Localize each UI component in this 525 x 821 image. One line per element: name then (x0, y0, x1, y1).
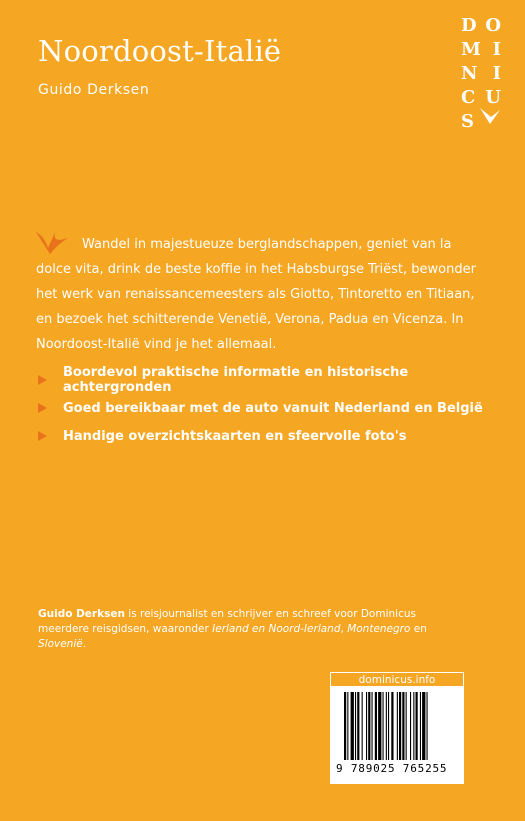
intro-text: Wandel in majestueuze berglandschappen, geniet van la dolce vita, drink de beste koffie in het Habsburgse Triëst, bewonder het werk van renaissancemeesters als Giotto, Tintoretto en Titiaan, en bezoek het schitterende Venetië, Verona, Padua en Vicenza. In Noordoost-Italië vind je het allemaal. (36, 237, 476, 352)
arrow-icon (38, 431, 47, 441)
barcode-bar (391, 692, 393, 760)
book-title: Noordoost-Italië (38, 34, 282, 68)
intro-paragraph (36, 232, 476, 357)
barcode-bar (388, 692, 389, 760)
logo-row: M I (461, 39, 501, 60)
barcode-bar (355, 692, 356, 760)
barcode-bar (362, 692, 363, 760)
list-item: Handige overzichtskaarten en sfeervolle foto's (38, 422, 488, 450)
barcode-bar (402, 692, 404, 760)
barcode-bar (399, 692, 401, 760)
barcode-bar (383, 692, 384, 760)
barcode-bar (413, 692, 414, 760)
arrow-icon (38, 403, 47, 413)
barcode-bar (420, 692, 421, 760)
barcode-bar (422, 692, 425, 760)
barcode-bar (351, 692, 354, 760)
barcode-bars (344, 692, 454, 760)
book-reference: Ierland en Noord-Ierland (212, 623, 341, 635)
author-name: Guido Derksen (38, 82, 150, 98)
barcode-bar (397, 692, 398, 760)
barcode-bar (372, 692, 373, 760)
logo-row: N I (461, 63, 501, 84)
logo-row: S (461, 111, 474, 132)
barcode-bar (344, 692, 346, 760)
feature-list (38, 366, 488, 450)
arrow-icon (38, 375, 47, 385)
book-reference: Slovenië (38, 638, 83, 650)
barcode-bar (410, 692, 411, 760)
barcode-bar (347, 692, 348, 760)
barcode-box (330, 672, 464, 784)
barcode-bar (368, 692, 370, 760)
barcode-bar (357, 692, 359, 760)
logo-row: D O (461, 15, 501, 36)
bio-author-name: Guido Derksen (38, 608, 125, 620)
barcode-bar (378, 692, 381, 760)
website-label: dominicus.info (330, 672, 464, 687)
list-item: Goed bereikbaar met de auto vanuit Nederland en België (38, 394, 488, 422)
barcode-bar (386, 692, 387, 760)
barcode-bar (375, 692, 377, 760)
barcode-bar (366, 692, 367, 760)
logo-row: C U (461, 87, 501, 108)
publisher-logo (461, 14, 511, 134)
book-reference: Montenegro (347, 623, 411, 635)
barcode-bar (416, 692, 418, 760)
barcode-bar (427, 692, 428, 760)
list-item: Boordevol praktische informatie en historische achtergronden (38, 366, 488, 394)
barcode-bar (406, 692, 407, 760)
bird-icon (34, 226, 70, 256)
author-bio: Guido Derksen is reisjournalist en schrijver en schreef voor Dominicus meerdere reisgidsen, waaronder Ierland en Noord-Ierland, Montenegro en Slovenië. (38, 608, 427, 650)
bird-logo-icon (479, 106, 501, 128)
isbn-number: 9 789025 765255 (336, 762, 448, 775)
